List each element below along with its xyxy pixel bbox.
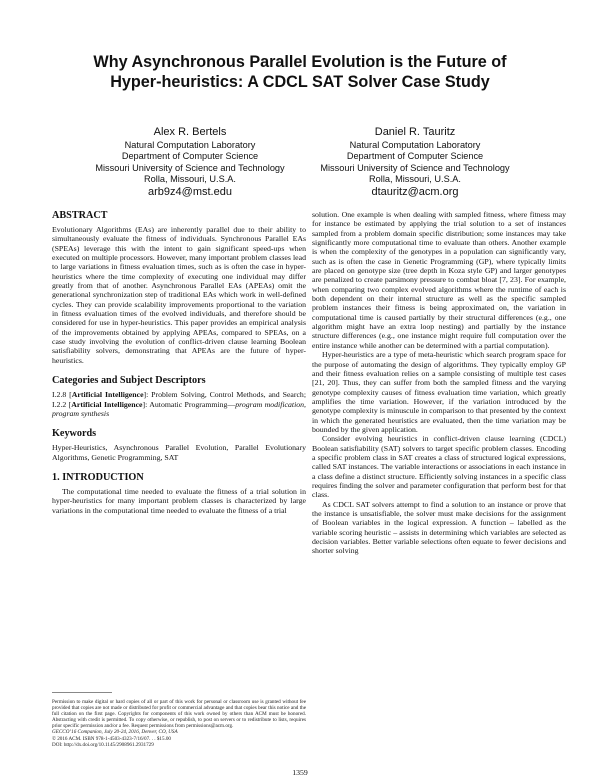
author-city: Rolla, Missouri, U.S.A. bbox=[144, 174, 236, 185]
footnote-rule bbox=[52, 692, 112, 693]
author-block bbox=[75, 126, 305, 199]
author-city: Rolla, Missouri, U.S.A. bbox=[369, 174, 461, 185]
permission-notice bbox=[52, 699, 306, 748]
author-dept: Department of Computer Science bbox=[121, 151, 259, 162]
author-university: Missouri University of Science and Technology bbox=[95, 162, 285, 173]
body-paragraph: Hyper-heuristics are a type of meta-heuristic which search program space for the purpose of automating the design of algorithms. They typically employ GP and their fitness evaluation relies on a sample consisting of multiple test cases [21, 20]. Thus, they can suffer from both the sampled fitness and the varying genotype complexity causes of fitness evaluation time variation, which greatly amplifies the time variation. However, if the variation introduced by the genotype complexity is minuscule in comparison to that presented by the context in which the generated heuristics are evaluated, then the time variation may be bounded by the given application. bbox=[312, 350, 566, 434]
paper-title bbox=[50, 52, 550, 92]
categories-text: I.2.8 [Artificial Intelligence]: Problem Solving, Control Methods, and Search; I.2.2 [Artificial Intelligence]: Automatic Programming—program modification, program synthesis bbox=[52, 390, 306, 418]
author-lab: Natural Computation Laboratory bbox=[349, 140, 481, 150]
page-number: 1359 bbox=[292, 768, 308, 777]
body-paragraph: solution. One example is when dealing with sampled fitness, where fitness may for instance be estimated by applying the trial solution to a set of instances sampled from a problem domain specific distribution; some instances may take significantly more computational time to evaluate than others. Another example is when the complexity of the genotypes in a population can significantly vary, such as is often the case in Genetic Programming (GP), where typically limits are placed on genotype size (tree depth in Koza style GP) and larger genotypes are penalized to create parsimony pressure to combat bloat [7, 23]. For example, when comparing two complex evolved algorithms where the runtime of each is both dependent on their internal structure as well as the specific sampled problem instances their fitness is being approximated on, the variation in computational time is caused partially by their structural differences (e.g., one algorithm might have an extra loop nesting) and partially by the instance structure differences (e.g., one instance might require full computation over the entire instance while another can be determined with a partial computation). bbox=[312, 210, 566, 350]
categories-heading: Categories and Subject Descriptors bbox=[52, 375, 206, 387]
introduction-heading: 1. INTRODUCTION bbox=[52, 471, 144, 483]
title-line: Hyper-heuristics: A CDCL SAT Solver Case Study bbox=[110, 73, 490, 91]
abstract-text: Evolutionary Algorithms (EAs) are inherently parallel due to their ability to simultaneously evaluate the fitness of individuals. Synchronous Parallel EAs (SPEAs) leverage this with the intent to gain significant speed-ups when executed on multiple processors. However, many important problem classes lead to large variations in fitness evaluation times, such as is often the case in hyper-heuristics where the time complexity of executing one individual may differ greatly from that of another. Asynchronous Parallel EAs (APEAs) omit the generational synchronization step of traditional EAs which work in well-defined cycles. They can provide scalability improvements proportional to the variation in fitness evaluation times of the evolved individuals, and therefore should be considered for use in hyper-heuristics. This paper provides an empirical analysis of the improvements obtained by applying APEAs, compared to SPEAs, on a case study involving the evolution of conflict-driven clause learning Boolean satisfiability solvers, demonstrating that APEAs are the future of hyper-heuristics. bbox=[52, 225, 306, 365]
right-column bbox=[312, 210, 566, 556]
introduction-text: The computational time needed to evaluate the fitness of a trial solution in hyper-heuristics for many important problem classes is characterized by large variations in the computational time needed to evaluate the fitness of a trial bbox=[52, 486, 306, 515]
author-name: Alex R. Bertels bbox=[153, 126, 227, 138]
author-dept: Department of Computer Science bbox=[346, 151, 484, 162]
permission-text: Permission to make digital or hard copies of all or part of this work for personal or classroom use is granted without fee provided that copies are not made or distributed for profit or commercial advantage and that copies bear this notice and the full citation on the first page. Copyrights for components of this work owned by others than ACM must be honored. Abstracting with credit is permitted. To copy otherwise, or republish, to post on servers or to redistribute to lists, requires prior specific permission and/or a fee. Request permissions from permissions@acm.org. bbox=[52, 699, 306, 730]
abstract-heading: ABSTRACT bbox=[52, 210, 108, 221]
title-line: Why Asynchronous Parallel Evolution is the Future of bbox=[93, 53, 507, 71]
keywords-text: Hyper-Heuristics, Asynchronous Parallel Evolution, Parallel Evolutionary Algorithms, Genetic Programming, SAT bbox=[52, 443, 306, 462]
author-email: dtauritz@acm.org bbox=[371, 185, 459, 198]
conference-info: GECCO’16 Companion, July 20-24, 2016, Denver, CO, USA bbox=[52, 729, 178, 736]
body-paragraph: As CDCL SAT solvers attempt to find a solution to an instance or prove that the instance is unsatisfiable, the solver must make decisions for the assignment of Boolean variables in the logical expression. A function – labelled as the variable scoring heuristic – assists in determining which variables are selected as decision variables. Better variable selections often equate to fewer decisions and shorter solving bbox=[312, 499, 566, 556]
author-name: Daniel R. Tauritz bbox=[374, 126, 456, 138]
author-block bbox=[300, 126, 530, 199]
doi-line: DOI: http://dx.doi.org/10.1145/2908961.2931729 bbox=[52, 741, 154, 748]
left-column bbox=[52, 210, 306, 515]
author-email: arb9z4@mst.edu bbox=[148, 185, 232, 198]
keywords-heading: Keywords bbox=[52, 428, 97, 440]
copyright-line: © 2016 ACM. ISBN 978-1-4503-4323-7/16/07. . . $15.00 bbox=[52, 735, 171, 742]
author-lab: Natural Computation Laboratory bbox=[124, 140, 256, 150]
body-paragraph: Consider evolving heuristics in conflict-driven clause learning (CDCL) Boolean satisfiability (SAT) solvers to target specific problem classes. Encoding a specific problem class in SAT creates a class of structured logical expressions, called SAT instances. The variable interactions or associations in each instance in a class define a distinct structure. Efficiently solving instances in a specific class requires finding the solver and parameter configuration that perform best for that class. bbox=[312, 434, 566, 500]
author-university: Missouri University of Science and Technology bbox=[320, 162, 510, 173]
